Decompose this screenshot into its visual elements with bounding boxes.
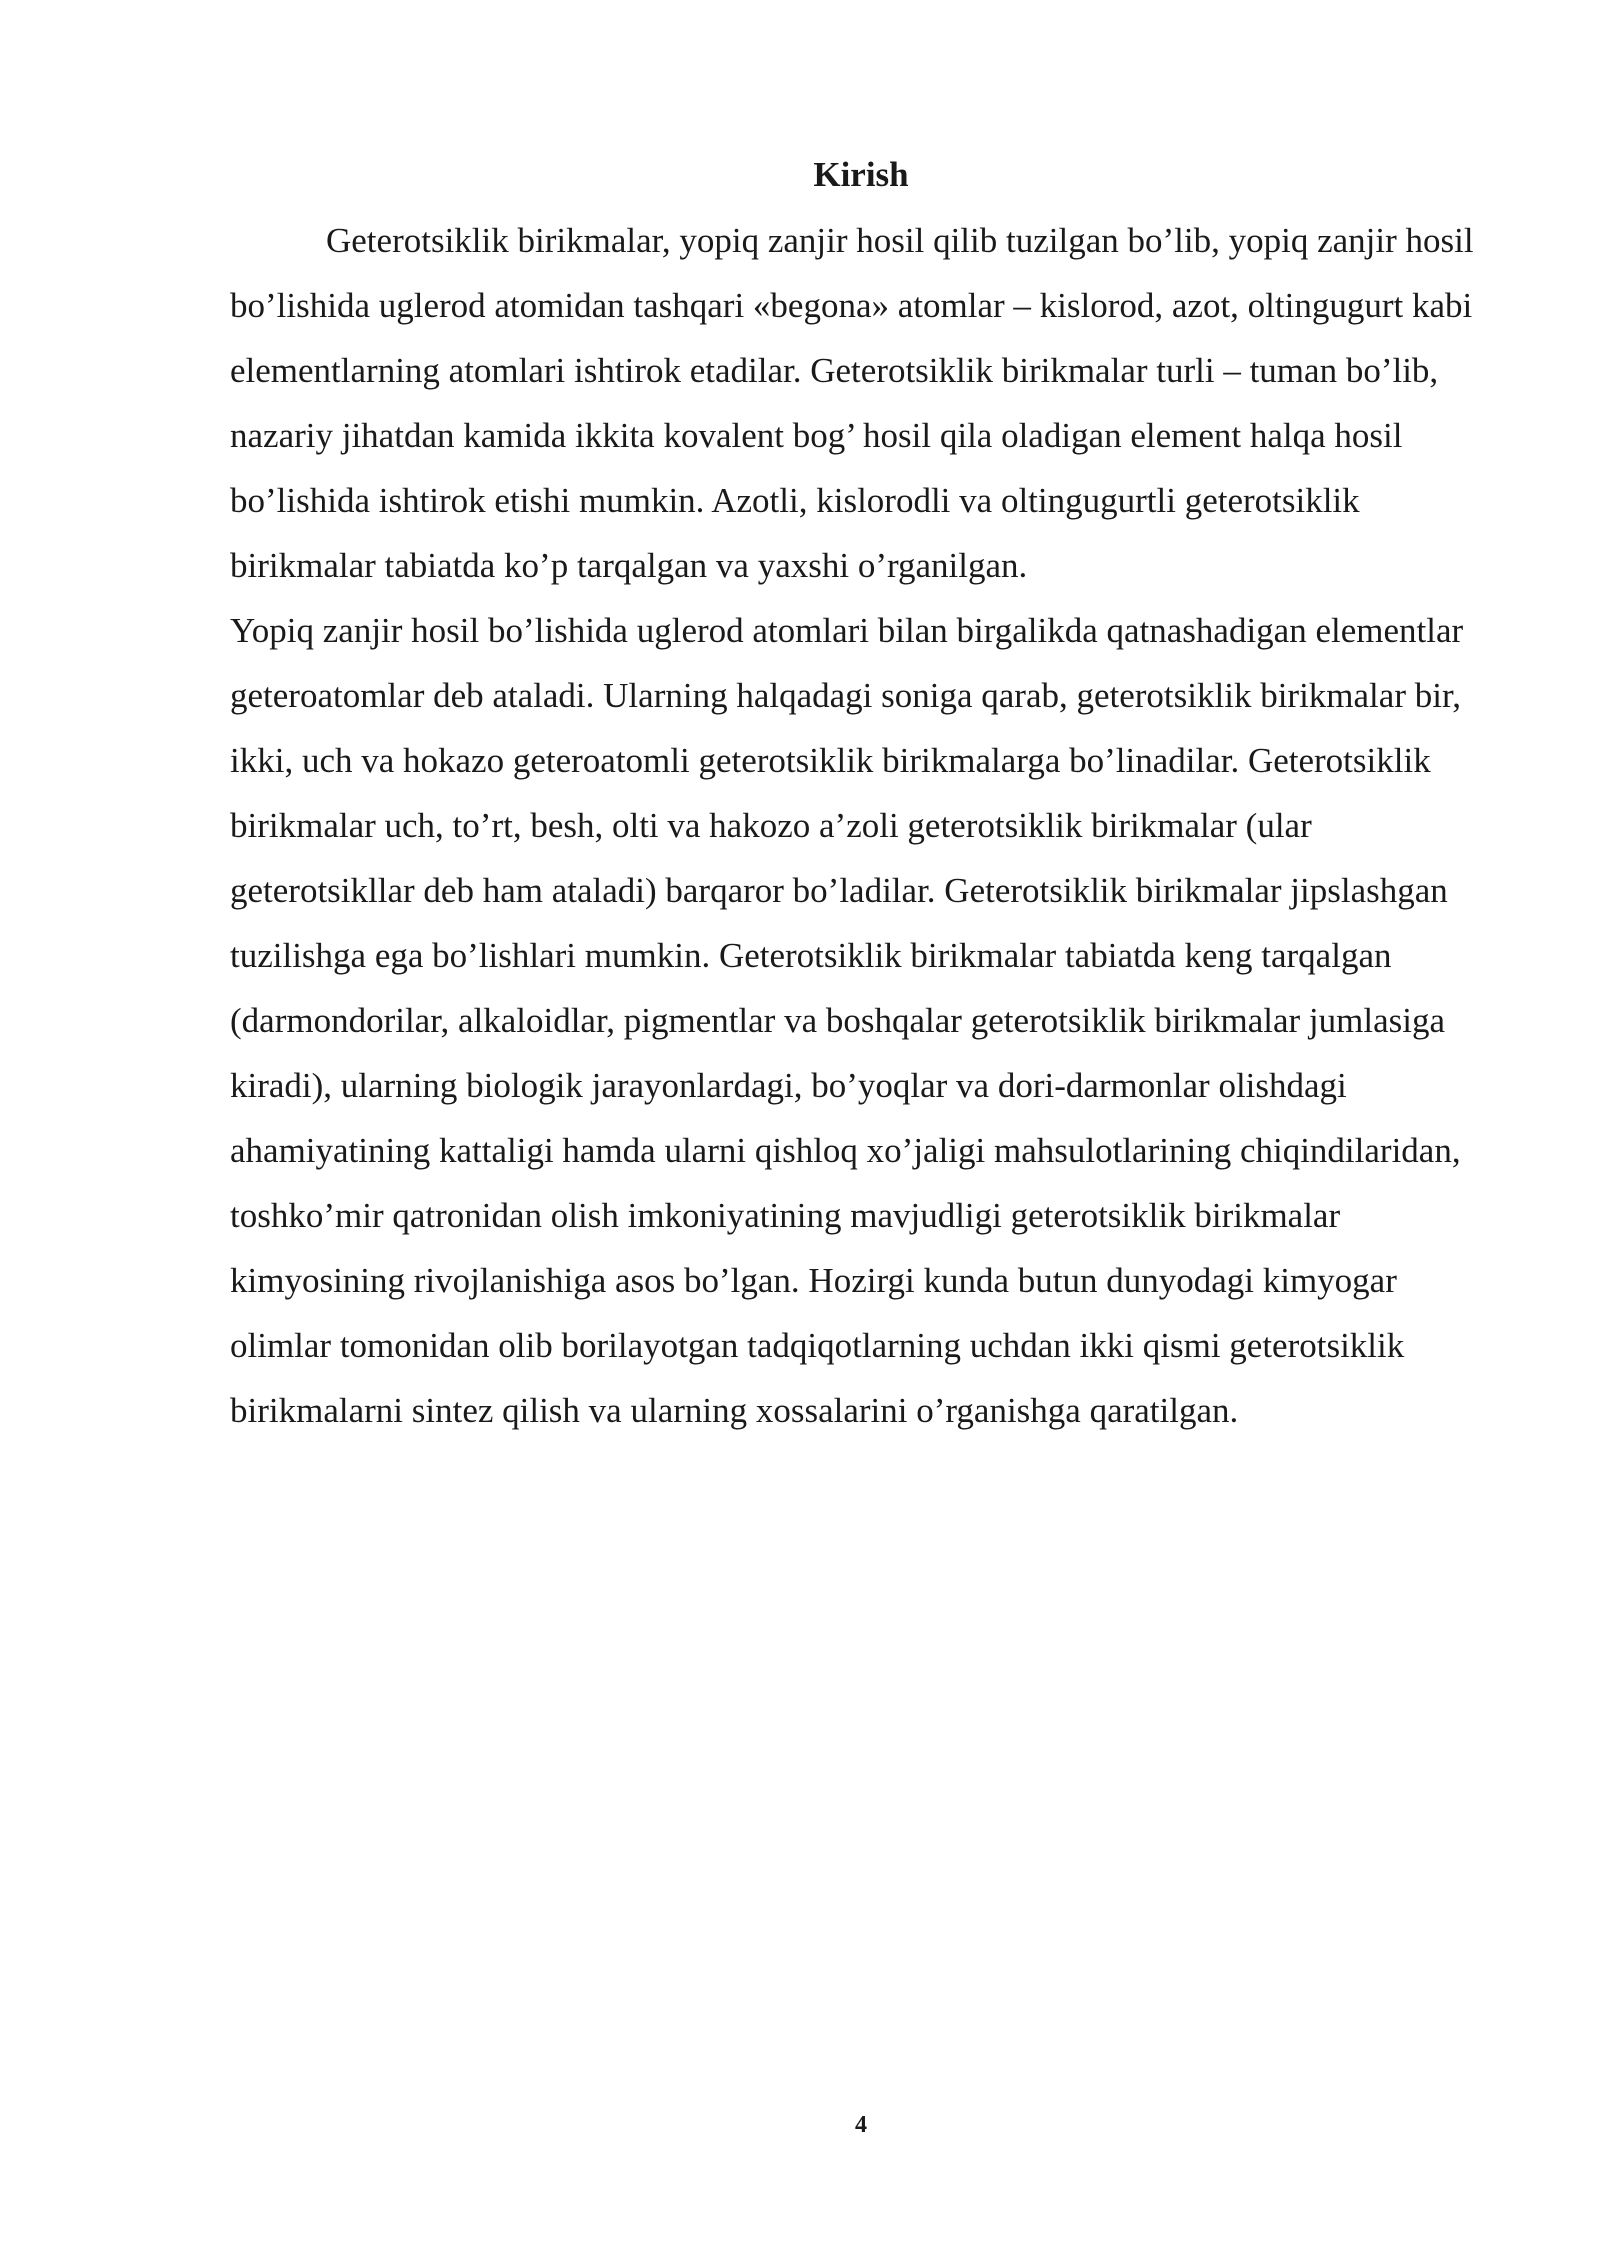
paragraph-geteroatoms: Yopiq zanjir hosil bo’lishida uglerod atomlari bilan birgalikda qatnashadigan elementlar geteroatomlar deb ataladi. Ularning halqadagi soniga qarab, geterotsiklik birikmalar bir, ikki, uch va hokazo geteroatomli geterotsiklik birikmalarga bo’linadilar. Geterotsiklik birikmalar uch, to’rt, besh, olti va hakozo a’zoli geterotsiklik birikmalar (ular geterotsikllar deb ham ataladi) barqaror bo’ladilar. Geterotsiklik birikmalar jipslashgan tuzilishga ega bo’lishlari mumkin. Geterotsiklik birikmalar tabiatda keng tarqalgan (darmondorilar, alkaloidlar, pigmentlar va boshqalar geterotsiklik birikmalar jumlasiga kiradi), ularning biologik jarayonlardagi, bo’yoqlar va dori-darmonlar olishdagi ahamiyatining kattaligi hamda ularni qishloq xo’jaligi mahsulotlarining chiqindilaridan, toshko’mir qatronidan olish imkoniyatining mavjudligi geterotsiklik birikmalar kimyosining rivojlanishiga asos bo’lgan. Hozirgi kunda butun dunyodagi kimyogar olimlar tomonidan olib borilayotgan tadqiqotlarning uchdan ikki qismi geterotsiklik birikmalarni sintez qilish va ularning xossalarini o’rganishga qaratilgan. (230, 611, 1464, 1430)
paragraph-intro: Geterotsiklik birikmalar, yopiq zanjir hosil qilib tuzilgan bo’lib, yopiq zanjir hosil bo’lishida uglerod atomidan tashqari «begona» atomlar – kislorod, azot, oltingugurt kabi elementlarning atomlari ishtirok etadilar. Geterotsiklik birikmalar turli – tuman bo’lib, nazariy jihatdan kamida ikkita kovalent bog’ hosil qila oladigan element halqa hosil bo’lishida ishtirok etishi mumkin. Azotli, kislorodli va oltingugurtli geterotsiklik birikmalar tabiatda ko’p tarqalgan va yaxshi o’rganilgan. (230, 221, 1474, 585)
page-number: 4 (855, 2112, 867, 2138)
body-text (230, 208, 1505, 1443)
page-title: Kirish (813, 155, 909, 194)
